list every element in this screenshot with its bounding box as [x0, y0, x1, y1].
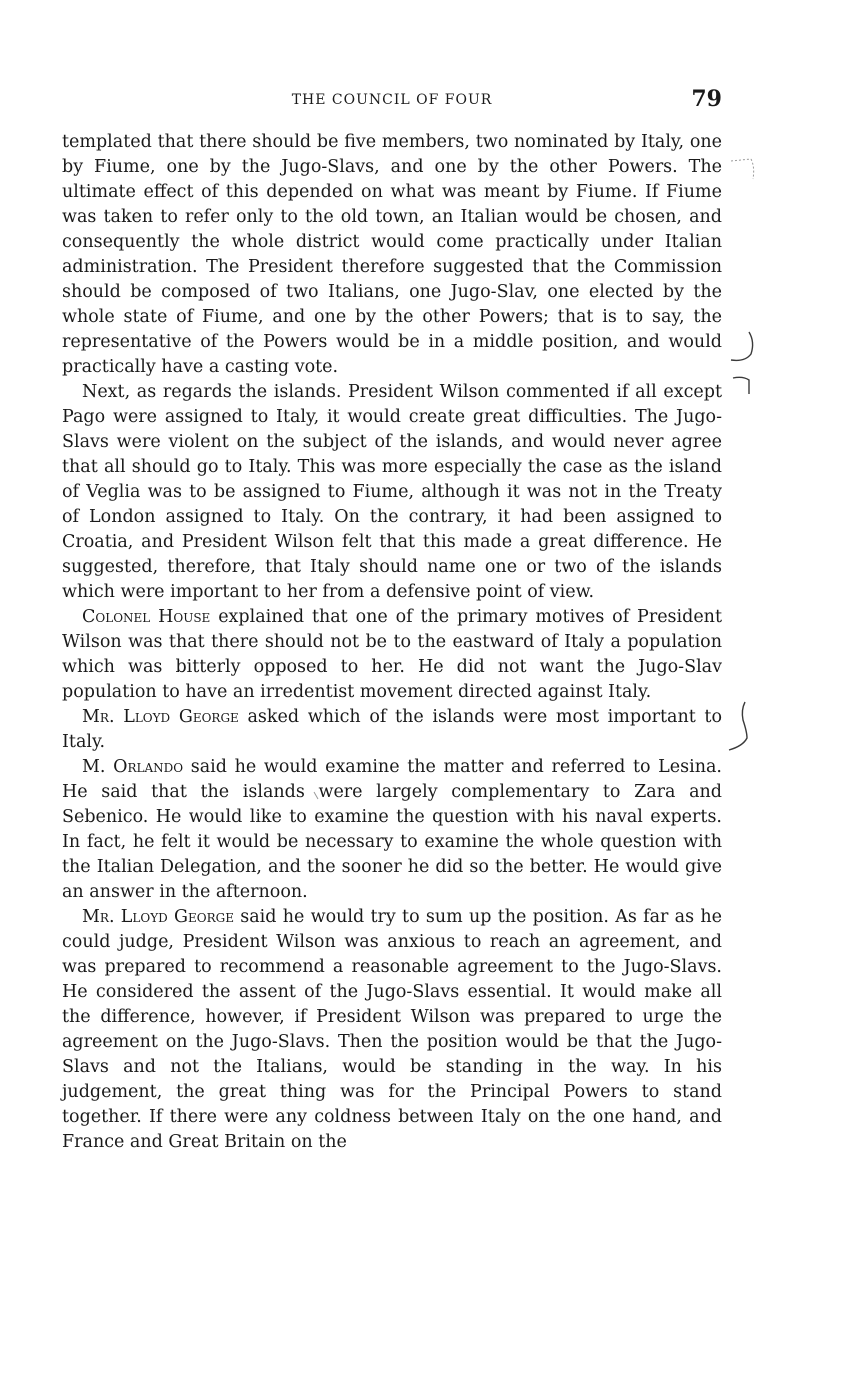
paragraph-text: Next, as regards the islands. President Wilson commented if all except Pago were assigned to Italy, it would create great difficulties. The Jugo-Slavs were violent on the subject of the islands, and would never agree that all should go to Italy. This was more especially the case as the island of Veglia was to be assigned to Fiume, although it was not in the Treaty of London assigned to Italy. On the contrary, it had been assigned to Croatia, and President Wilson felt that this made a great difference. He suggested, therefore, that Italy should name one or two of the islands which were important to her from a defensive point of view.	[62, 382, 722, 602]
paragraph	[62, 705, 722, 755]
speaker-name: Mr. Lloyd George	[82, 907, 234, 927]
margin-bracket-mark	[725, 700, 765, 754]
paragraph	[62, 605, 722, 705]
paragraph-text: templated that there should be five members, two nominated by Italy, one by Fiume, one by the Jugo-Slavs, and one by the other Powers. The ultimate effect of this depended on what was meant by Fiume. If Fiume was taken to refer only to the old town, an Italian would be chosen, and consequently the whole district would come practically under Italian administration. The President therefore suggested that the Commission should be composed of two Italians, one Jugo-Slav, one elected by the whole state of Fiume, and one by the other Powers; that is to say, the representative of the Powers would be in a middle position, and would practically have a casting vote.	[62, 132, 722, 377]
speaker-name: M. Orlando	[82, 757, 184, 777]
running-head	[62, 86, 722, 114]
body-text	[62, 130, 722, 1155]
speaker-name: Mr. Lloyd George	[82, 707, 239, 727]
speaker-name: Colonel House	[82, 607, 211, 627]
paragraph	[62, 755, 722, 905]
paragraph	[62, 905, 722, 1155]
margin-bracket-mark	[725, 372, 765, 402]
paragraph	[62, 130, 722, 380]
margin-bracket-mark	[725, 328, 765, 368]
paragraph-text: said he would examine the matter and referred to Lesina. He said that the islands were largely complementary to Zara and Sebenico. He would like to examine the question with his naval experts. In fact, he felt it would be necessary to examine the whole question with the Italian Delegation, and the sooner he did so the better. He would give an answer in the afternoon.	[62, 757, 722, 902]
paragraph-text: said he would try to sum up the position. As far as he could judge, President Wilson was anxious to reach an agreement, and was prepared to recommend a reasonable agreement to the Jugo-Slavs. He considered the assent of the Jugo-Slavs essential. It would make all the difference, however, if President Wilson was prepared to urge the agreement on the Jugo-Slavs. Then the position would be that the Jugo-Slavs and not the Italians, would be standing in the way. In his judgement, the great thing was for the Principal Powers to stand together. If there were any coldness between Italy on the one hand, and France and Great Britain on the	[62, 907, 722, 1152]
page-number: 79	[691, 86, 722, 112]
margin-bracket-mark	[725, 155, 765, 185]
stray-pencil-mark	[312, 790, 352, 802]
paragraph	[62, 380, 722, 605]
paragraph-text: asked which of the islands were most important to Italy.	[62, 707, 722, 752]
paragraph-text: explained that one of the primary motives of President Wilson was that there should not be to the eastward of Italy a population which was bitterly opposed to her. He did not want the Jugo-Slav population to have an irredentist movement directed against Italy.	[62, 607, 722, 702]
running-title: THE COUNCIL OF FOUR	[291, 92, 493, 108]
